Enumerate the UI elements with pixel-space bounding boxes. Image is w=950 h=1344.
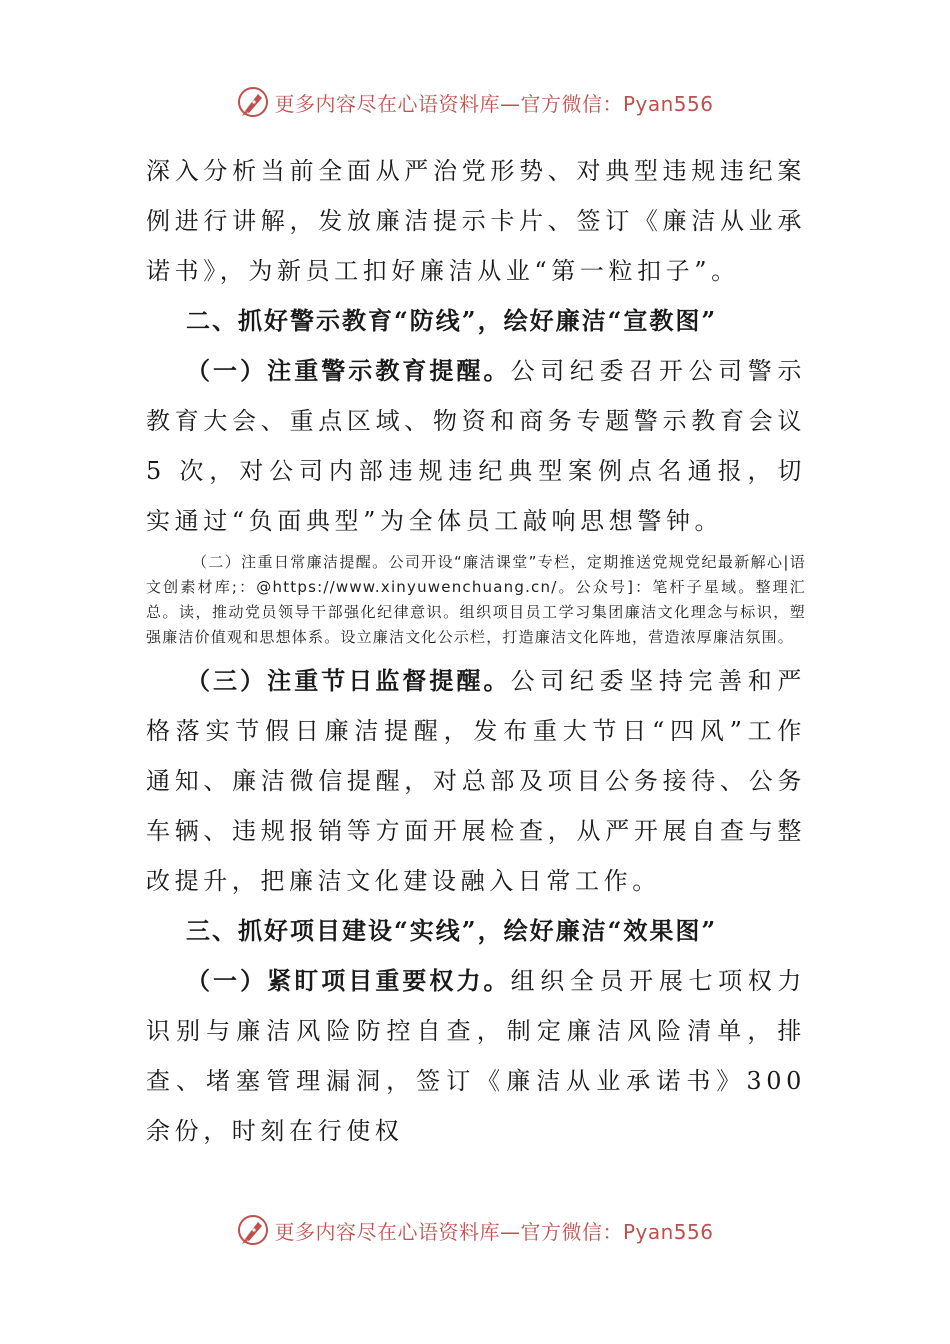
section-2-heading: 二、抓好警示教育“防线”，绘好廉洁“宣教图” — [186, 306, 718, 335]
section-2-item-1-body: 公司纪委召开公司警示教育大会、重点区域、物资和商务专题警示教育会议 5 次，对公司内部违规违纪典型案例点名通报，切实通过“负面典型”为全体员工敲响思想警钟。 — [146, 357, 807, 535]
section-2-item-3-title: （三）注重节日监督提醒。 — [186, 666, 511, 695]
section-3-item-1-body: 组织全员开展七项权力识别与廉洁风险防控自查，制定廉洁风险清单，排查、堵塞管理漏洞，签订《廉洁从业承诺书》300 余份，时刻在行使权 — [146, 967, 807, 1145]
section-2-item-3-body: 公司纪委坚持完善和严格落实节假日廉洁提醒，发布重大节日“四风”工作通知、廉洁微信提醒，对总部及项目公务接待、公务车辆、违规报销等方面开展检查，从严开展自查与整改提升，把廉洁文化建设融入日常工作。 — [146, 667, 807, 895]
footer-banner — [0, 1210, 950, 1250]
section-3-item-1 — [146, 956, 806, 1156]
footer-banner-text: 更多内容尽在心语资料库—官方微信：Pyan556 — [274, 1219, 714, 1244]
pen-nib-logo-icon — [236, 85, 270, 119]
document-body — [146, 146, 806, 1156]
section-2-item-2: （二）注重日常廉洁提醒。公司开设“廉洁课堂”专栏，定期推送党规党纪最新解心|语文创素材库;：@https://www.xinyuwenchuang.cn/。公众号]：笔杆子星域。整理汇总。读，推动党员领导干部强化纪律意识。组织项目员工学习集团廉洁文化理念与标识，塑强廉洁价值观和思想体系。设立廉洁文化公示栏，打造廉洁文化阵地，营造浓厚廉洁氛围。 — [146, 553, 806, 646]
header-banner — [0, 82, 950, 122]
section-2-item-1-title: （一）注重警示教育提醒。 — [186, 356, 511, 385]
pen-nib-logo-icon — [236, 1213, 270, 1247]
section-2-item-1 — [146, 346, 806, 546]
paragraph-intro: 深入分析当前全面从严治党形势、对典型违规违纪案例进行讲解，发放廉洁提示卡片、签订《廉洁从业承诺书》，为新员工扣好廉洁从业“第一粒扣子”。 — [146, 157, 806, 285]
header-banner-text: 更多内容尽在心语资料库—官方微信：Pyan556 — [274, 91, 714, 116]
section-3-heading: 三、抓好项目建设“实线”，绘好廉洁“效果图” — [186, 916, 718, 945]
section-3-item-1-title: （一）紧盯项目重要权力。 — [186, 966, 511, 995]
section-2-item-3 — [146, 656, 806, 906]
